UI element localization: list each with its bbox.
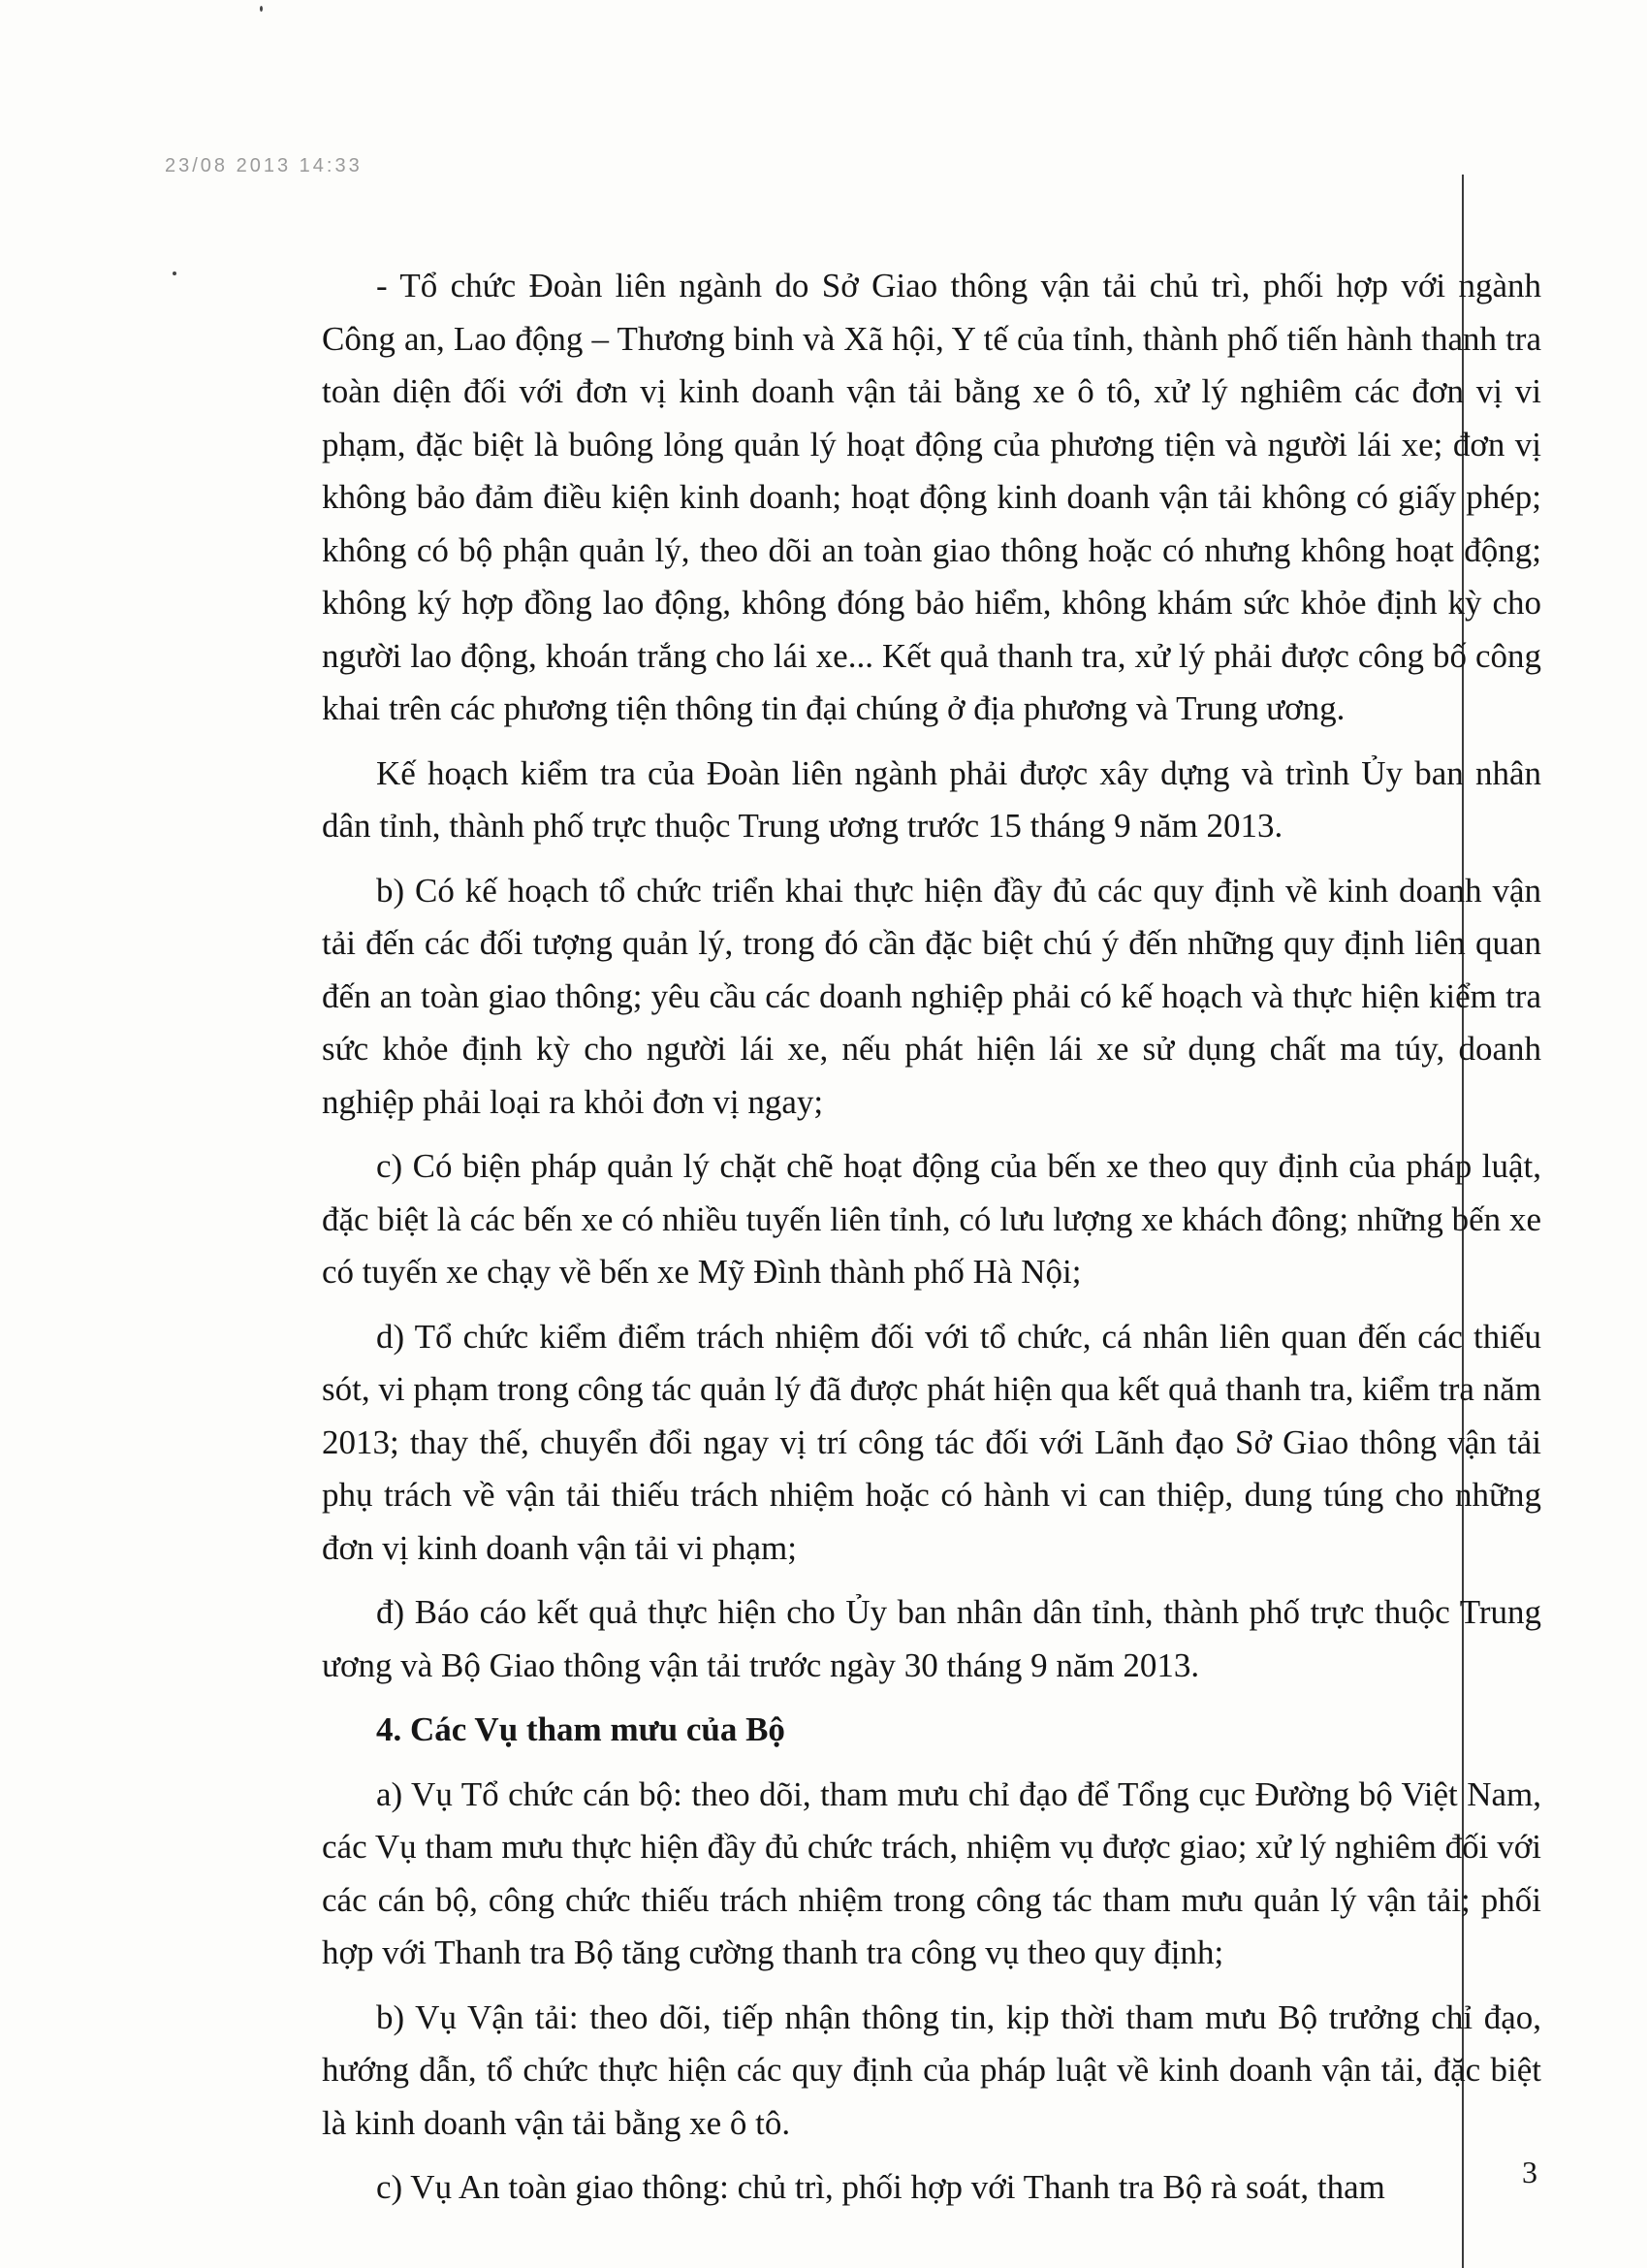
paragraph-inspection-team: - Tổ chức Đoàn liên ngành do Sở Giao thông vận tải chủ trì, phối hợp với ngành Công an, Lao động – Thương binh và Xã hội, Y tế của tỉnh, thành phố tiến hành thanh tra toàn diện đối với đơn vị kinh doanh vận tải bằng xe ô tô, xử lý nghiêm các đơn vị vi phạm, đặc biệt là buông lỏng quản lý hoạt động của phương tiện và người lái xe; đơn vị không bảo đảm điều kiện kinh doanh; hoạt động kinh doanh vận tải không có giấy phép; không có bộ phận quản lý, theo dõi an toàn giao thông hoặc có nhưng không hoạt động; không ký hợp đồng lao động, không đóng bảo hiểm, không khám sức khỏe định kỳ cho người lao động, khoán trắng cho lái xe... Kết quả thanh tra, xử lý phải được công bố công khai trên các phương tiện thông tin đại chúng ở địa phương và Trung ương. [322, 267, 1541, 727]
paragraph-item-d: d) Tổ chức kiểm điểm trách nhiệm đối với tổ chức, cá nhân liên quan đến các thiếu sót, vi phạm trong công tác quản lý đã được phát hiện qua kết quả thanh tra, kiểm tra năm 2013; thay thế, chuyển đổi ngay vị trí công tác đối với Lãnh đạo Sở Giao thông vận tải phụ trách về vận tải thiếu trách nhiệm hoặc có hành vi can thiệp, dung túng cho những đơn vị kinh doanh vận tải vi phạm; [322, 1317, 1541, 1567]
section-paragraph-a: a) Vụ Tổ chức cán bộ: theo dõi, tham mưu chỉ đạo để Tổng cục Đường bộ Việt Nam, các Vụ tham mưu thực hiện đầy đủ chức trách, nhiệm vụ được giao; xử lý nghiêm đối với các cán bộ, công chức thiếu trách nhiệm trong công tác tham mưu quản lý vận tải; phối hợp với Thanh tra Bộ tăng cường thanh tra công vụ theo quy định; [322, 1774, 1541, 1971]
page-number: 3 [1522, 2155, 1537, 2189]
paragraph-inspection-plan: Kế hoạch kiểm tra của Đoàn liên ngành phải được xây dựng và trình Ủy ban nhân dân tỉnh, thành phố trực thuộc Trung ương trước 15 tháng 9 năm 2013. [322, 753, 1541, 845]
paragraph-item-c: c) Có biện pháp quản lý chặt chẽ hoạt động của bến xe theo quy định của pháp luật, đặc biệt là các bến xe có nhiều tuyến liên tỉnh, có lưu lượng xe khách đông; những bến xe có tuyến xe chạy về bến xe Mỹ Đình thành phố Hà Nội; [322, 1147, 1541, 1291]
section-heading: 4. Các Vụ tham mưu của Bộ [376, 1710, 785, 1748]
fax-header-stamp: 23/08 2013 14:33 [165, 155, 363, 176]
document-body [322, 260, 1541, 2226]
scan-speck [173, 272, 176, 275]
paragraph-item-dd: đ) Báo cáo kết quả thực hiện cho Ủy ban nhân dân tỉnh, thành phố trực thuộc Trung ương và Bộ Giao thông vận tải trước ngày 30 tháng 9 năm 2013. [322, 1593, 1541, 1684]
paragraph-item-b: b) Có kế hoạch tổ chức triển khai thực hiện đầy đủ các quy định về kinh doanh vận tải đến các đối tượng quản lý, trong đó cần đặc biệt chú ý đến những quy định liên quan đến an toàn giao thông; yêu cầu các doanh nghiệp phải có kế hoạch và thực hiện kiểm tra sức khỏe định kỳ cho người lái xe, nếu phát hiện lái xe sử dụng chất ma túy, doanh nghiệp phải loại ra khỏi đơn vị ngay; [322, 871, 1541, 1121]
section-paragraph-c: c) Vụ An toàn giao thông: chủ trì, phối hợp với Thanh tra Bộ rà soát, tham [376, 2168, 1385, 2206]
scan-speck [260, 6, 263, 12]
section-paragraph-b: b) Vụ Vận tải: theo dõi, tiếp nhận thông tin, kịp thời tham mưu Bộ trưởng chỉ đạo, hướng dẫn, tổ chức thực hiện các quy định của pháp luật về kinh doanh vận tải, đặc biệt là kinh doanh vận tải bằng xe ô tô. [322, 1997, 1541, 2142]
